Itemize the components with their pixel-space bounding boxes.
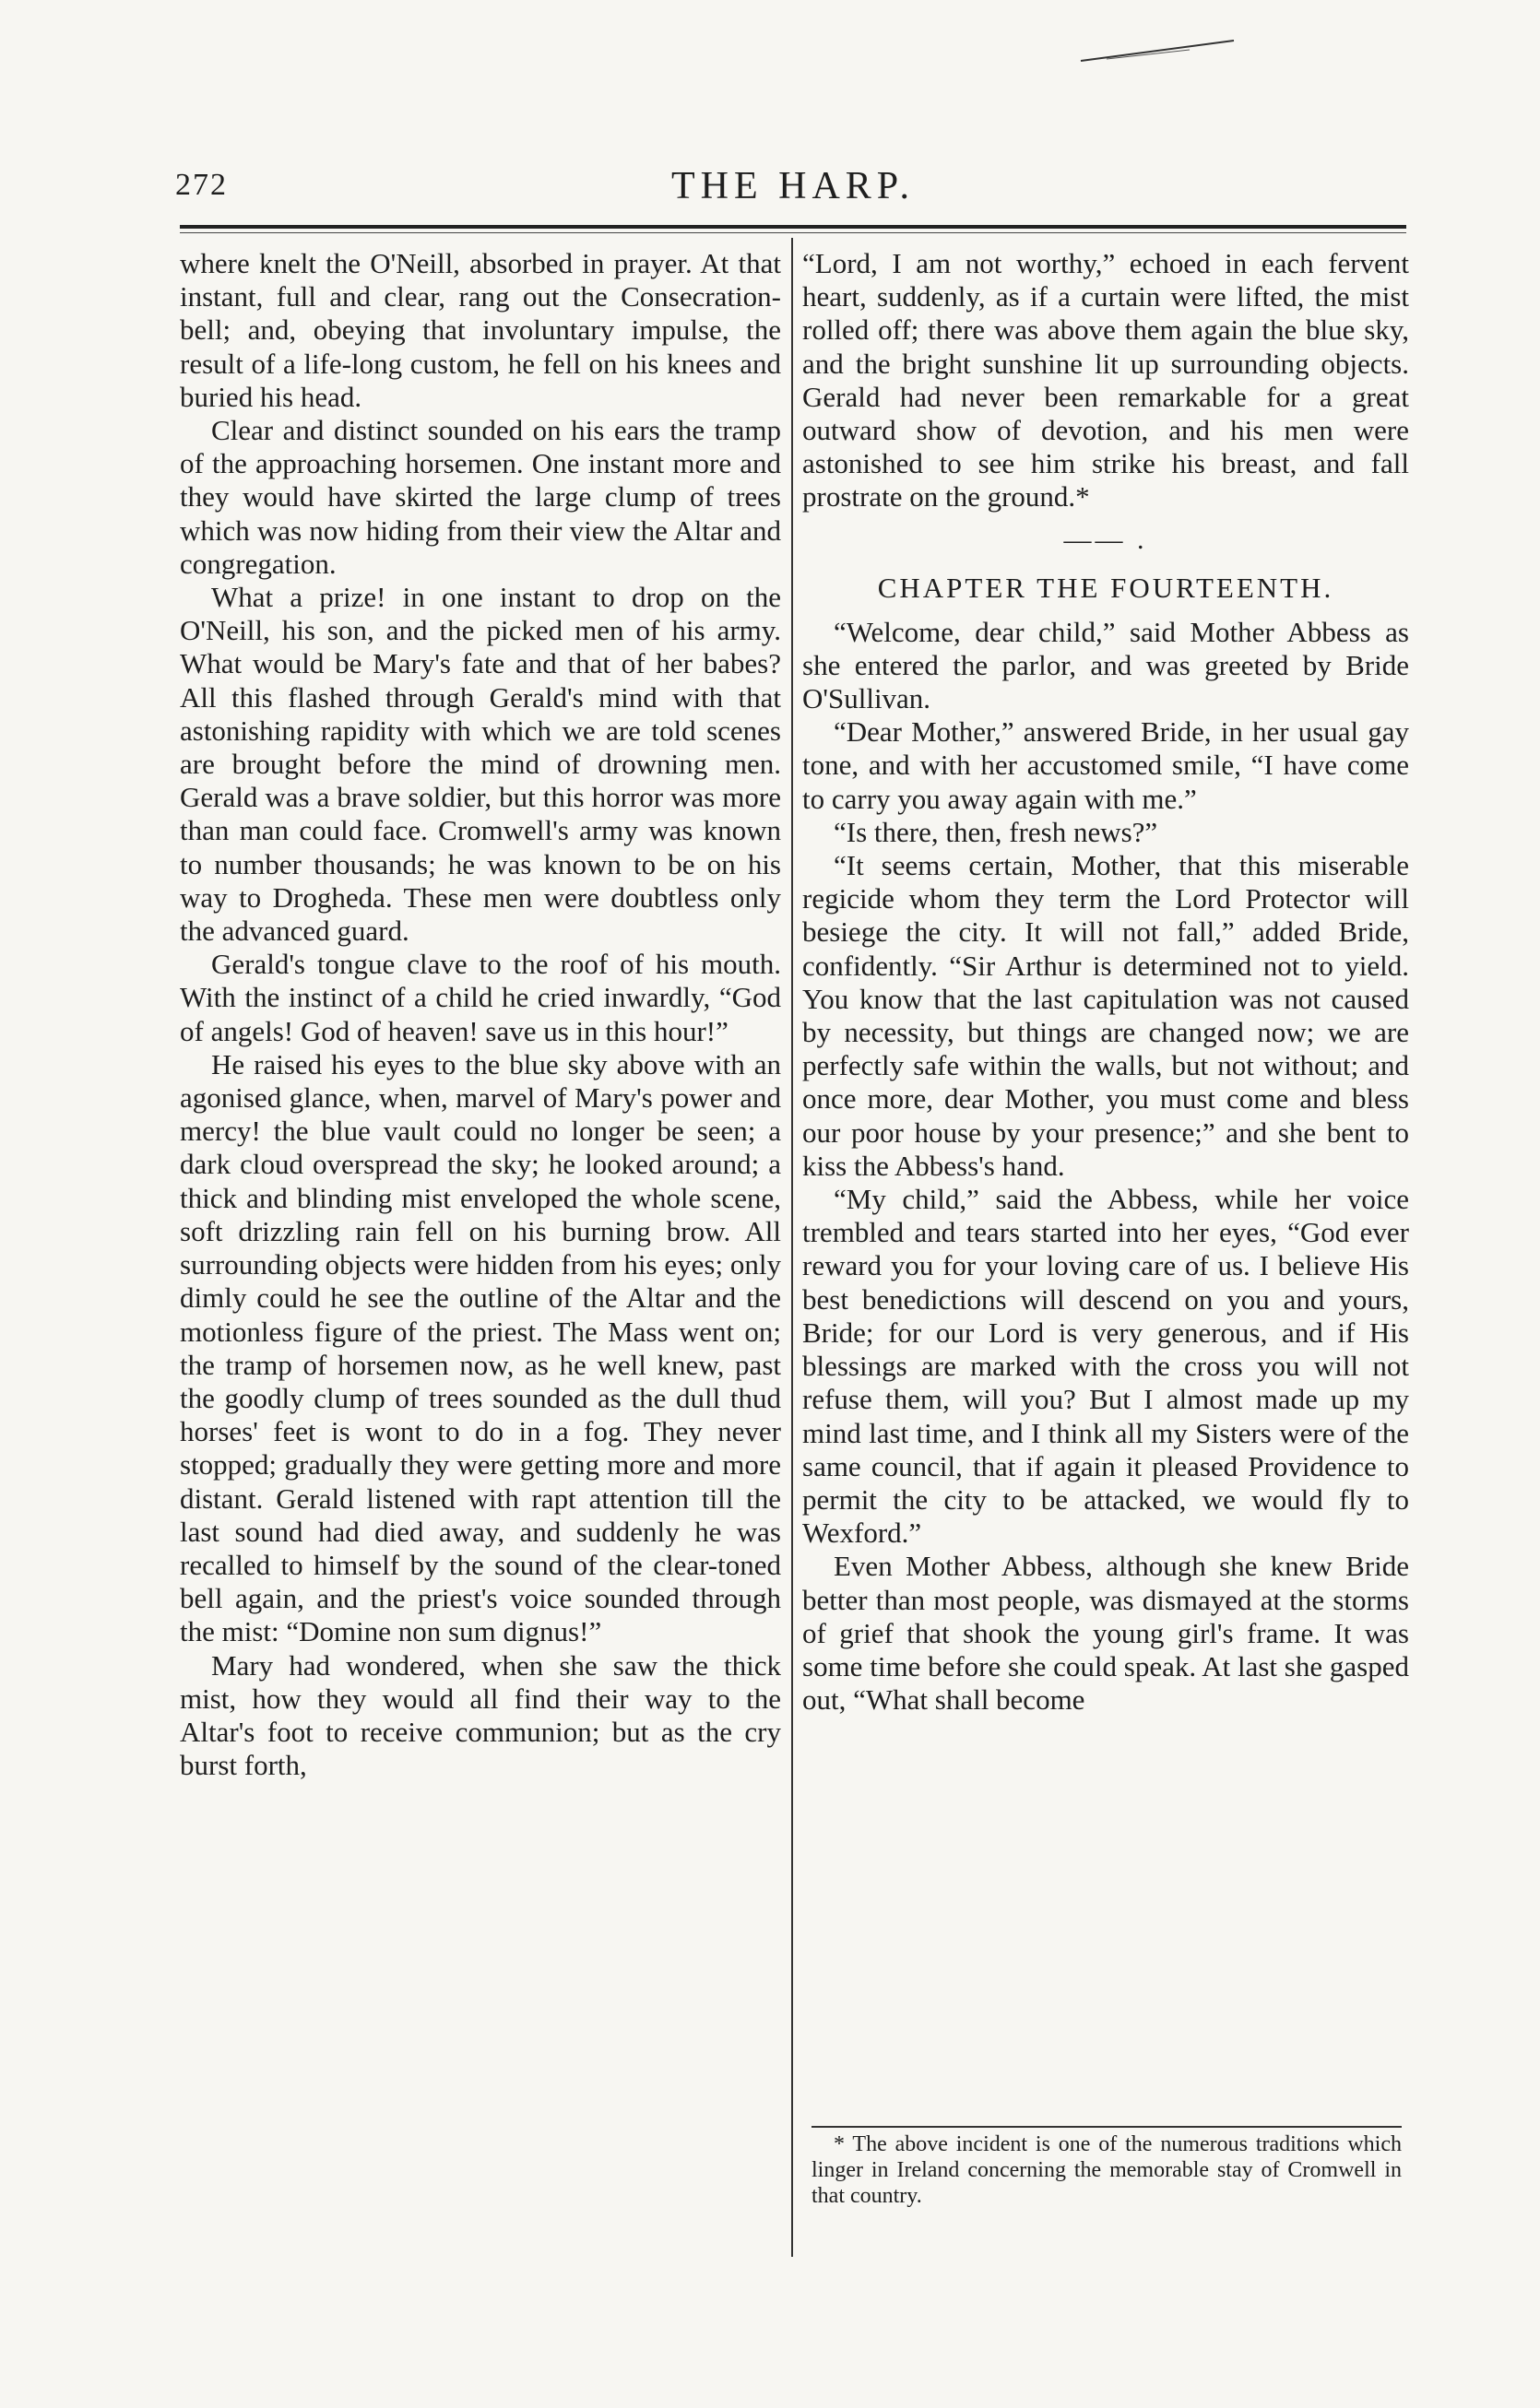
left-column (180, 247, 781, 1782)
paragraph: Gerald's tongue clave to the roof of his mouth. With the instinct of a child he cried inwardly, “God of angels! God of heaven! save us in this hour!” (180, 948, 781, 1047)
pencil-mark (1079, 37, 1236, 65)
footnote (811, 2131, 1402, 2209)
header-rule-thin (180, 232, 1406, 233)
page-header (175, 164, 1411, 210)
paragraph: Even Mother Abbess, although she knew Bride better than most people, was dismayed at the storms of grief that shook the young girl's frame. It was some time before she could speak. At last she gasped out, “What shall become (802, 1550, 1409, 1717)
paragraph: He raised his eyes to the blue sky above with an agonised glance, when, marvel of Mary's power and mercy! the blue vault could no longer be seen; a dark cloud overspread the sky; he looked around; a thick and blinding mist enveloped the whole scene, soft drizzling rain fell on his burning brow. All surrounding objects were hidden from his eyes; only dimly could he see the outline of the Altar and the motionless figure of the priest. The Mass went on; the tramp of horsemen now, as he well knew, past the goodly clump of trees sounded as the dull thud horses' feet is wont to do in a fog. They never stopped; gradually they were getting more and more distant. Gerald listened with rapt attention till the last sound had died away, and suddenly he was recalled to himself by the sound of the clear-toned bell again, and the priest's voice sounded through the mist: “Domine non sum dignus!” (180, 1047, 781, 1648)
paragraph: where knelt the O'Neill, absorbed in prayer. At that instant, full and clear, rang out the Consecration-bell; and, obeying that involuntary impulse, the result of a life-long custom, he fell on his knees and buried his head. (180, 247, 781, 413)
page-number: 272 (175, 168, 228, 202)
paragraph: “Dear Mother,” answered Bride, in her usual gay tone, and with her accustomed smile, “I have come to carry you away again with me.” (802, 715, 1409, 815)
paragraph: “My child,” said the Abbess, while her voice trembled and tears started into her eyes, “God ever reward you for your loving care of us. I believe His best benedictions will descend on you and yours, Bride; for our Lord is very generous, and if His blessings are marked with the cross you will not refuse them, will you? But I almost made up my mind last time, and I think all my Sisters were of the same council, that if again it pleased Providence to permit the city to be attacked, we would fly to Wexford.” (802, 1183, 1409, 1550)
paragraph: “Lord, I am not worthy,” echoed in each fervent heart, suddenly, as if a curtain were lifted, the mist rolled off; there was above them again the blue sky, and the bright sunshine lit up surrounding objects. Gerald had never been remarkable for a great outward show of devotion, and his men were astonished to see him strike his breast, and fall prostrate on the ground.* (802, 247, 1409, 513)
header-rule-thick (180, 225, 1406, 229)
paragraph: “It seems certain, Mother, that this miserable regicide whom they term the Lord Protector will besiege the city. It will not fall,” added Bride, confidently. “Sir Arthur is determined not to yield. You know that the last capitulation was not caused by necessity, but things are changed now; we are perfectly safe within the walls, but not without; and once more, dear Mother, you must come and bless our poor house by your presence;” and she bent to kiss the Abbess's hand. (802, 849, 1409, 1182)
footnote-rule (811, 2126, 1402, 2128)
running-title: THE HARP. (670, 165, 916, 207)
footnote-text: * The above incident is one of the numerous traditions which linger in Ireland concerning the memorable stay of Cromwell in that country. (811, 2132, 1402, 2208)
column-divider (791, 238, 793, 2257)
section-divider: —— . (1063, 524, 1148, 555)
paragraph: “Welcome, dear child,” said Mother Abbess as she entered the parlor, and was greeted by Bride O'Sullivan. (802, 615, 1409, 715)
paragraph: Mary had wondered, when she saw the thick mist, how they would all find their way to the Altar's foot to receive communion; but as the cry burst forth, (180, 1648, 781, 1782)
paragraph: What a prize! in one instant to drop on the O'Neill, his son, and the picked men of his army. What would be Mary's fate and that of her babes? All this flashed through Gerald's mind with that astonishing rapidity with which we are told scenes are brought before the mind of drowning men. Gerald was a brave soldier, but this horror was more than man could face. Cromwell's army was known to number thousands; he was known to be on his way to Drogheda. These men were doubtless only the advanced guard. (180, 581, 781, 948)
paragraph: “Is there, then, fresh news?” (834, 815, 1158, 848)
right-column (802, 247, 1409, 1717)
paragraph: Clear and distinct sounded on his ears the tramp of the approaching horsemen. One instant more and they would have skirted the large clump of trees which was now hiding from their view the Altar and congregation. (180, 414, 781, 580)
chapter-heading: CHAPTER THE FOURTEENTH. (877, 571, 1334, 604)
